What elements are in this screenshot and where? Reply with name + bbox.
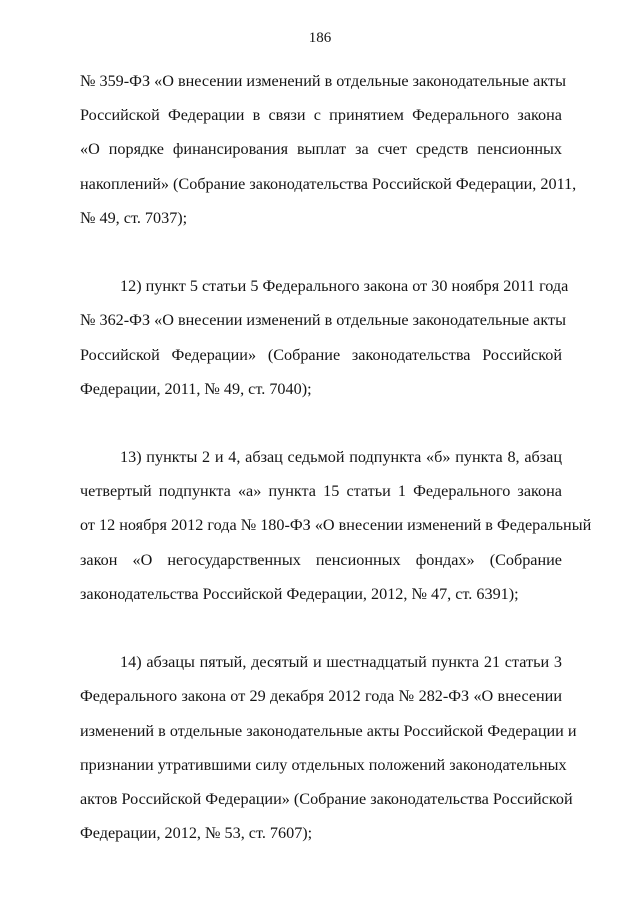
text-line: признании утратившими силу отдельных положений законодательных [80, 755, 567, 774]
text-line: 12) пункт 5 статьи 5 Федерального закона от 30 ноября 2011 года [120, 277, 569, 296]
paragraph-gap [80, 611, 562, 645]
text-line: от 12 ноября 2012 года № 180-ФЗ «О внесении изменений в Федеральный [80, 516, 592, 535]
text-line: изменений в отдельные законодательные акты Российской Федерации и [80, 721, 577, 740]
document-body [80, 64, 592, 850]
text-line: 13) пункты 2 и 4, абзац седьмой подпункта «б» пункта 8, абзац [120, 448, 562, 467]
text-line: накоплений» (Собрание законодательства Российской Федерации, 2011, [80, 174, 577, 193]
text-line: закон «О негосударственных пенсионных фондах» (Собрание [80, 550, 562, 569]
paragraph-item-12 [80, 269, 569, 406]
text-line: № 362-ФЗ «О внесении изменений в отдельные законодательные акты [80, 311, 566, 330]
text-line: четвертый подпункта «а» пункта 15 статьи 1 Федерального закона [80, 482, 562, 501]
text-line: Федерации, 2012, № 53, ст. 7607); [80, 824, 313, 843]
text-line: Российской Федерации» (Собрание законодательства Российской [80, 345, 562, 364]
paragraph-gap [80, 235, 562, 269]
text-line: № 359-ФЗ «О внесении изменений в отдельные законодательные акты [80, 72, 566, 90]
text-line: актов Российской Федерации» (Собрание законодательства Российской [80, 789, 573, 808]
paragraph-gap [80, 406, 562, 440]
paragraph-item-13 [80, 440, 592, 611]
paragraph-item-14 [80, 645, 577, 850]
text-line: 14) абзацы пятый, десятый и шестнадцатый пункта 21 статьи 3 [120, 653, 562, 672]
text-line: Российской Федерации в связи с принятием Федерального закона [80, 106, 562, 125]
text-line: законодательства Российской Федерации, 2012, № 47, ст. 6391); [80, 584, 519, 603]
text-line: Федерального закона от 29 декабря 2012 года № 282-ФЗ «О внесении [80, 687, 562, 706]
text-line: Федерации, 2011, № 49, ст. 7040); [80, 379, 312, 398]
page-number: 186 [308, 30, 332, 46]
text-line: № 49, ст. 7037); [80, 208, 188, 227]
paragraph-item-11-continuation [80, 64, 577, 235]
text-line: «О порядке финансирования выплат за счет средств пенсионных [80, 140, 562, 159]
